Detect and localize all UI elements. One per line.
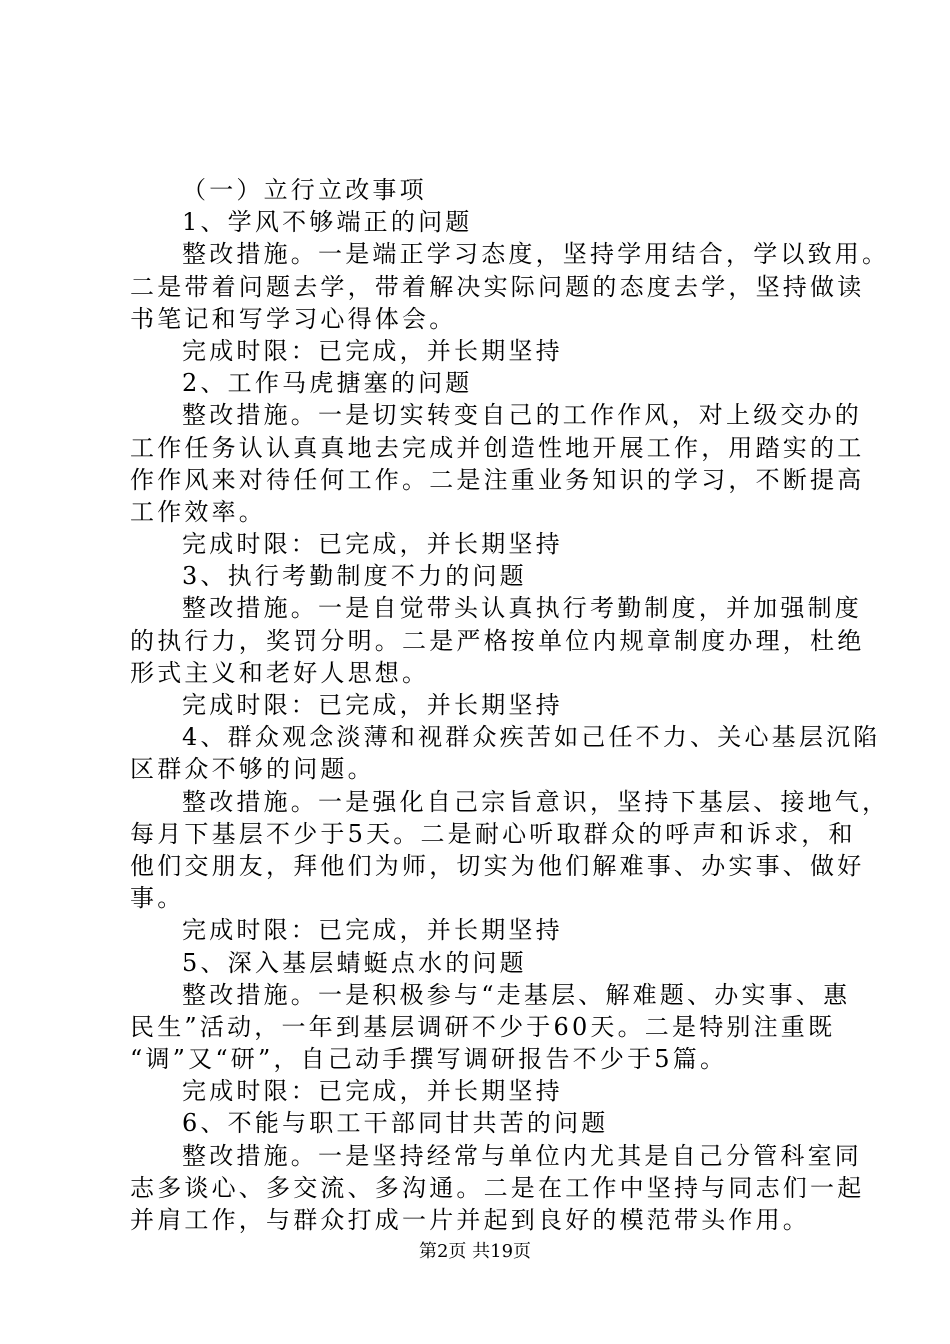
issue-heading-4: 4、群众观念淡薄和视群众疾苦如己任不力、关心基层沉陷 [182,723,881,752]
issue-heading-2: 2、工作马虎搪塞的问题 [182,369,473,398]
section-heading: （一）立行立改事项 [182,176,427,204]
paragraph-line: 作作风来对待任何工作。二是注重业务知识的学习，不断提高 [130,465,865,494]
paragraph-line: 书笔记和写学习心得体会。 [130,304,457,333]
paragraph-line: 形式主义和老好人思想。 [130,658,430,687]
paragraph-line: 志多谈心、多交流、多沟通。二是在工作中坚持与同志们一起 [130,1173,865,1202]
paragraph-line: 工作效率。 [130,497,266,526]
paragraph-line: 整改措施。一是强化自己宗旨意识，坚持下基层、接地气， [182,787,890,816]
deadline-line: 完成时限：已完成，并长期坚持 [182,530,563,559]
deadline-line: 完成时限：已完成，并长期坚持 [182,1077,563,1106]
issue-heading-6: 6、不能与职工干部同甘共苦的问题 [182,1109,609,1138]
paragraph-line: 并肩工作，与群众打成一片并起到良好的模范带头作用。 [130,1206,810,1234]
paragraph-line: 整改措施。一是切实转变自己的工作作风，对上级交办的 [182,401,862,430]
paragraph-line: 工作任务认认真真地去完成并创造性地开展工作，用踏实的工 [130,433,865,462]
page-number-footer: 第2页 共19页 [418,1241,532,1262]
issue-heading-5: 5、深入基层蜻蜓点水的问题 [182,948,527,977]
paragraph-line: 整改措施。一是自觉带头认真执行考勤制度，并加强制度 [182,594,862,623]
paragraph-line: 他们交朋友，拜他们为师，切实为他们解难事、办实事、做好 [130,851,865,880]
paragraph-line: 整改措施。一是积极参与“走基层、解难题、办实事、惠 [182,980,851,1009]
paragraph-line: “调”又“研”，自己动手撰写调研报告不少于5篇。 [130,1045,728,1074]
paragraph-line: 整改措施。一是端正学习态度，坚持学用结合，学以致用。 [182,240,890,269]
deadline-line: 完成时限：已完成，并长期坚持 [182,336,563,365]
issue-heading-1: 1、学风不够端正的问题 [182,208,473,237]
paragraph-line: 的执行力，奖罚分明。二是严格按单位内规章制度办理，杜绝 [130,626,865,655]
paragraph-line: 二是带着问题去学，带着解决实际问题的态度去学，坚持做读 [130,272,865,301]
issue-heading-3: 3、执行考勤制度不力的问题 [182,562,527,591]
issue-heading-4-continued: 区群众不够的问题。 [130,755,375,784]
paragraph-line: 每月下基层不少于5天。二是耐心听取群众的呼声和诉求，和 [130,819,856,848]
document-body [130,174,890,1236]
deadline-line: 完成时限：已完成，并长期坚持 [182,691,563,719]
paragraph-line: 民生”活动，一年到基层调研不少于60天。二是特别注重既 [130,1012,836,1041]
paragraph-line: 事。 [130,884,185,913]
paragraph-line: 整改措施。一是坚持经常与单位内尤其是自己分管科室同 [182,1141,862,1170]
deadline-line: 完成时限：已完成，并长期坚持 [182,916,563,945]
